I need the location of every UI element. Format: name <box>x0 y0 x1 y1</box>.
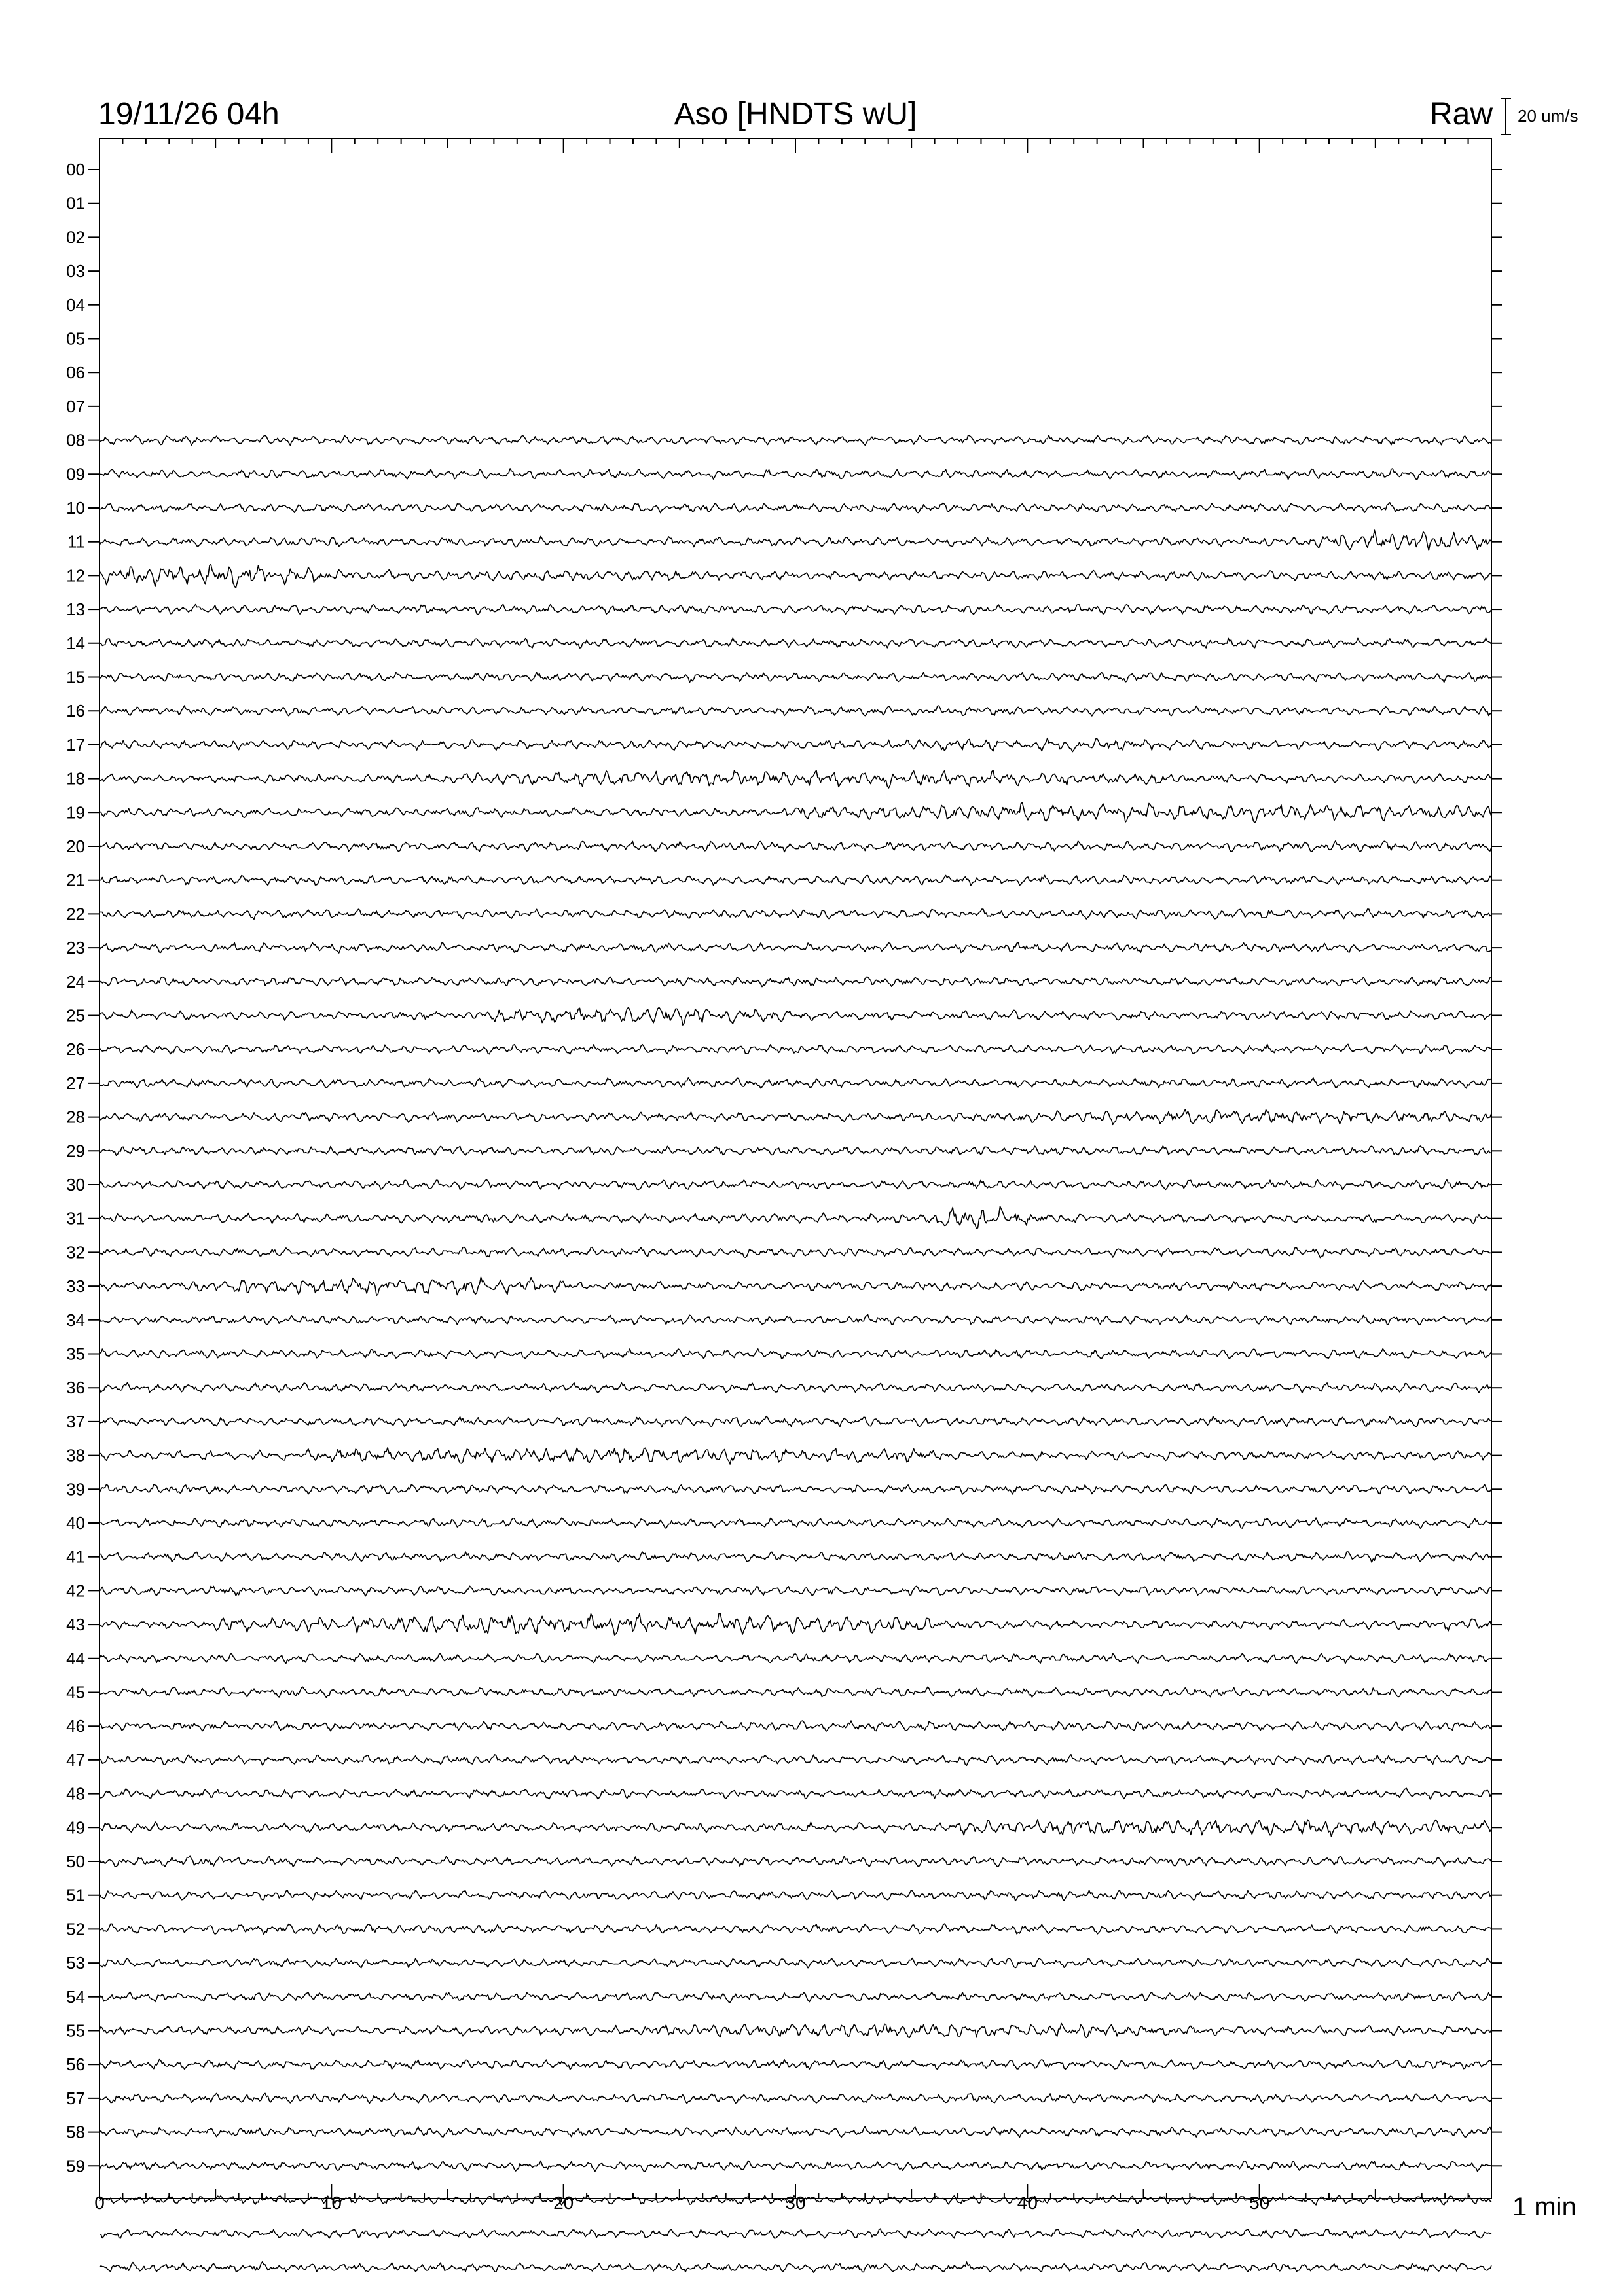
header-mode: Raw <box>1429 97 1493 132</box>
trace-43 <box>100 1613 1491 1635</box>
trace-32 <box>100 1247 1491 1258</box>
row-label: 26 <box>66 1039 85 1060</box>
trace-09 <box>100 469 1491 480</box>
row-label: 47 <box>66 1749 85 1770</box>
tick-marks <box>100 139 1491 2198</box>
x-tick-label: 40 <box>1017 2193 1038 2213</box>
row-label: 34 <box>66 1310 85 1330</box>
row-label: 44 <box>66 1648 85 1668</box>
row-label: 27 <box>66 1073 85 1093</box>
row-label: 32 <box>66 1242 85 1263</box>
row-label: 57 <box>66 2088 85 2108</box>
row-label: 04 <box>66 295 85 315</box>
trace-50 <box>100 1856 1491 1867</box>
trace-52 <box>100 1924 1491 1934</box>
trace-17 <box>100 738 1491 752</box>
trace-54 <box>100 1992 1491 2002</box>
trace-55 <box>100 2023 1491 2037</box>
trace-10 <box>100 503 1491 513</box>
trace-continuation <box>100 2229 1491 2238</box>
trace-45 <box>100 1687 1491 1697</box>
trace-08 <box>100 435 1491 445</box>
x-tick-label: 20 <box>553 2193 574 2213</box>
row-label: 37 <box>66 1411 85 1431</box>
trace-19 <box>100 802 1491 823</box>
trace-40 <box>100 1518 1491 1528</box>
trace-23 <box>100 942 1491 953</box>
trace-41 <box>100 1552 1491 1562</box>
trace-35 <box>100 1349 1491 1359</box>
trace-39 <box>100 1484 1491 1494</box>
row-label: 12 <box>66 565 85 586</box>
x-tick-label: 30 <box>785 2193 806 2213</box>
row-label: 30 <box>66 1175 85 1194</box>
trace-21 <box>100 875 1491 885</box>
trace-16 <box>100 706 1491 716</box>
trace-36 <box>100 1383 1491 1393</box>
row-label: 54 <box>66 1986 85 2007</box>
trace-33 <box>100 1277 1491 1295</box>
row-label: 28 <box>66 1107 85 1127</box>
trace-34 <box>100 1315 1491 1325</box>
row-label: 23 <box>66 938 85 958</box>
trace-31 <box>100 1206 1491 1229</box>
trace-22 <box>100 909 1491 920</box>
plot-frame <box>100 139 1491 2198</box>
trace-47 <box>100 1755 1491 1765</box>
trace-15 <box>100 672 1491 682</box>
trace-29 <box>100 1146 1491 1155</box>
trace-53 <box>100 1958 1491 1967</box>
row-label: 31 <box>66 1208 85 1229</box>
row-label: 06 <box>66 363 85 383</box>
trace-42 <box>100 1586 1491 1596</box>
row-label: 11 <box>67 531 85 552</box>
row-label: 45 <box>66 1682 85 1702</box>
row-label: 02 <box>66 227 85 247</box>
row-label: 35 <box>66 1344 85 1364</box>
row-label: 48 <box>66 1784 85 1804</box>
row-label: 07 <box>66 396 85 416</box>
row-label: 15 <box>66 667 85 687</box>
row-label: 59 <box>66 2156 85 2176</box>
trace-48 <box>100 1788 1491 1799</box>
row-label: 21 <box>66 870 85 890</box>
row-label: 38 <box>66 1445 85 1465</box>
row-label: 24 <box>66 971 85 992</box>
row-label: 00 <box>66 160 85 179</box>
row-label: 08 <box>66 430 85 450</box>
trace-26 <box>100 1044 1491 1054</box>
x-axis-labels <box>94 2193 1269 2213</box>
row-label: 58 <box>66 2122 85 2142</box>
row-label: 13 <box>66 600 85 620</box>
trace-14 <box>100 638 1491 648</box>
trace-56 <box>100 2060 1491 2070</box>
trace-11 <box>100 530 1491 550</box>
row-label: 46 <box>66 1716 85 1736</box>
x-tick-label: 10 <box>321 2193 342 2213</box>
row-label: 16 <box>66 701 85 721</box>
x-tick-label: 50 <box>1249 2193 1270 2213</box>
row-label: 43 <box>66 1615 85 1635</box>
trace-59 <box>100 2161 1491 2171</box>
row-label: 52 <box>66 1919 85 1939</box>
trace-44 <box>100 1653 1491 1664</box>
trace-49 <box>100 1820 1491 1837</box>
row-label: 20 <box>66 836 85 856</box>
seismic-traces <box>100 435 1491 2272</box>
row-label: 55 <box>66 2020 85 2041</box>
trace-57 <box>100 2093 1491 2103</box>
row-label: 22 <box>66 904 85 924</box>
row-label: 41 <box>66 1547 85 1567</box>
amplitude-scale-bar <box>1501 98 1511 134</box>
row-label: 33 <box>66 1276 85 1297</box>
trace-continuation <box>100 2262 1491 2272</box>
row-label: 56 <box>66 2054 85 2075</box>
trace-27 <box>100 1078 1491 1088</box>
trace-28 <box>100 1109 1491 1124</box>
header-station: Aso [HNDTS wU] <box>674 97 917 132</box>
row-label: 25 <box>66 1005 85 1026</box>
trace-12 <box>100 564 1491 588</box>
row-label: 51 <box>66 1885 85 1905</box>
header-datetime: 19/11/26 04h <box>98 97 280 132</box>
row-label: 40 <box>66 1513 85 1533</box>
row-label: 29 <box>66 1141 85 1161</box>
trace-37 <box>100 1416 1491 1427</box>
trace-20 <box>100 841 1491 852</box>
trace-58 <box>100 2126 1491 2137</box>
row-label: 42 <box>66 1581 85 1601</box>
row-label: 53 <box>66 1953 85 1973</box>
trace-25 <box>100 1007 1491 1025</box>
row-label: 03 <box>66 261 85 281</box>
row-label: 17 <box>66 734 85 755</box>
trace-46 <box>100 1721 1491 1731</box>
row-label: 09 <box>66 464 85 484</box>
row-label: 18 <box>66 768 85 789</box>
row-label: 39 <box>66 1479 85 1499</box>
row-label: 10 <box>66 498 85 518</box>
row-label: 01 <box>66 193 85 213</box>
scale-label: 20 um/s <box>1518 106 1578 126</box>
row-label: 05 <box>66 329 85 349</box>
trace-13 <box>100 604 1491 615</box>
row-label: 14 <box>66 633 85 653</box>
row-label: 19 <box>66 802 85 823</box>
row-labels <box>66 160 1502 2176</box>
row-label: 36 <box>66 1378 85 1398</box>
trace-18 <box>100 770 1491 788</box>
trace-38 <box>100 1448 1491 1464</box>
trace-51 <box>100 1890 1491 1901</box>
x-unit-label: 1 min <box>1512 2193 1577 2221</box>
row-label: 49 <box>66 1818 85 1838</box>
x-tick-label: 0 <box>94 2193 105 2213</box>
trace-24 <box>100 977 1491 987</box>
row-label: 50 <box>66 1852 85 1871</box>
trace-30 <box>100 1179 1491 1190</box>
